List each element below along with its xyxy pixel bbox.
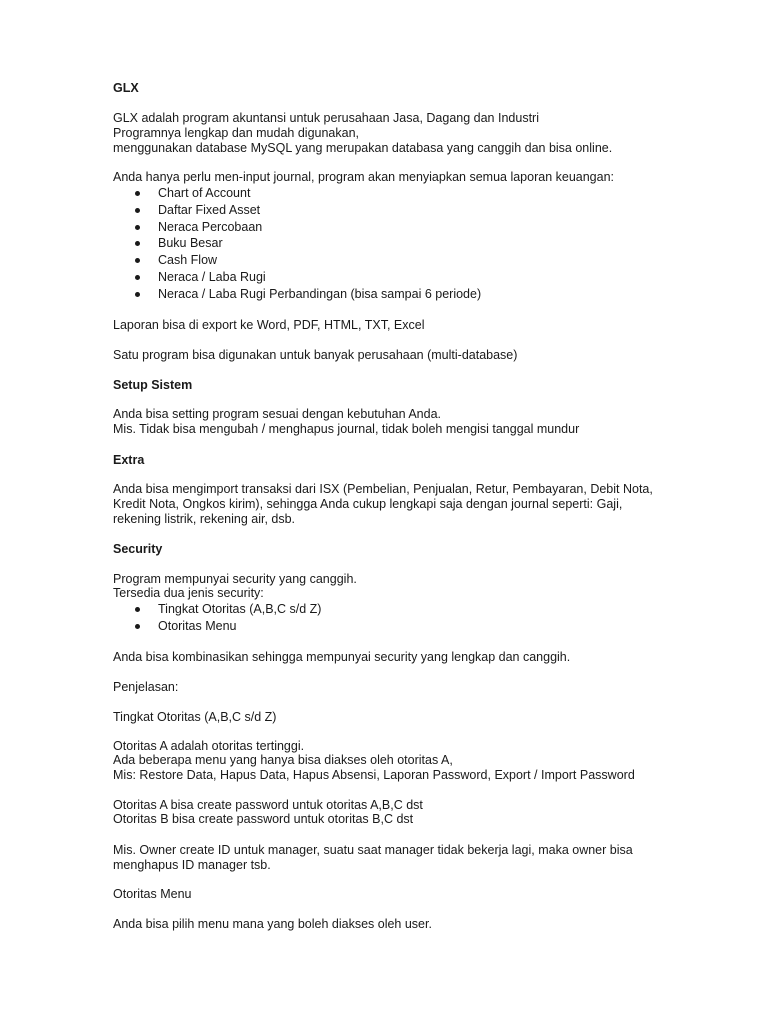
- report-item: Daftar Fixed Asset: [158, 203, 261, 217]
- export-text: Laporan bisa di export ke Word, PDF, HTML, TXT, Excel: [113, 318, 425, 332]
- extra-line-1: Anda bisa mengimport transaksi dari ISX (Pembelian, Penjualan, Retur, Pembayaran, Debit Nota,: [113, 482, 653, 496]
- heading-glx: GLX: [113, 81, 139, 95]
- bullet-icon: [135, 258, 143, 266]
- create-line-1: Otoritas A bisa create password untuk otoritas A,B,C dst: [113, 798, 423, 812]
- reports-intro: Anda hanya perlu men-input journal, program akan menyiapkan semua laporan keuangan:: [113, 170, 615, 184]
- bullet-icon: [135, 275, 143, 283]
- report-item: Neraca / Laba Rugi: [158, 270, 266, 284]
- bullet-icon: [135, 607, 143, 615]
- report-item: Chart of Account: [158, 186, 251, 200]
- bullet-icon: [135, 208, 143, 216]
- intro-line-3: menggunakan database MySQL yang merupakan databasa yang canggih dan bisa online.: [113, 141, 613, 155]
- bullet-icon: [135, 292, 143, 300]
- extra-line-2: Kredit Nota, Ongkos kirim), sehingga Anda cukup lengkapi saja dengan journal seperti: Gaji,: [113, 497, 623, 511]
- intro-line-2: Programnya lengkap dan mudah digunakan,: [113, 126, 360, 140]
- bullet-icon: [135, 191, 143, 199]
- tingkat-title: Tingkat Otoritas (A,B,C s/d Z): [113, 710, 277, 724]
- report-item: Neraca Percobaan: [158, 220, 263, 234]
- create-line-2: Otoritas B bisa create password untuk otoritas B,C dst: [113, 812, 414, 826]
- heading-security: Security: [113, 542, 163, 556]
- bullet-icon: [135, 225, 143, 233]
- otoritas-a-line-2: Ada beberapa menu yang hanya bisa diakses oleh otoritas A,: [113, 753, 453, 767]
- report-item: Cash Flow: [158, 253, 218, 267]
- otoritas-a-line-1: Otoritas A adalah otoritas tertinggi.: [113, 739, 305, 753]
- report-item: Neraca / Laba Rugi Perbandingan (bisa sampai 6 periode): [158, 287, 482, 301]
- security-type-item: Tingkat Otoritas (A,B,C s/d Z): [158, 602, 322, 616]
- heading-extra: Extra: [113, 453, 145, 467]
- multi-db-text: Satu program bisa digunakan untuk banyak perusahaan (multi-database): [113, 348, 518, 362]
- security-type-item: Otoritas Menu: [158, 619, 237, 633]
- penjelasan-label: Penjelasan:: [113, 680, 179, 694]
- report-item: Buku Besar: [158, 236, 223, 250]
- bullet-icon: [135, 624, 143, 632]
- extra-line-3: rekening listrik, rekening air, dsb.: [113, 512, 296, 526]
- otoritas-menu-title: Otoritas Menu: [113, 887, 192, 901]
- bullet-icon: [135, 241, 143, 249]
- setup-line-2: Mis. Tidak bisa mengubah / menghapus journal, tidak boleh mengisi tanggal mundur: [113, 422, 580, 436]
- otoritas-menu-text: Anda bisa pilih menu mana yang boleh diakses oleh user.: [113, 917, 432, 931]
- combine-text: Anda bisa kombinasikan sehingga mempunyai security yang lengkap dan canggih.: [113, 650, 571, 664]
- owner-line-2: menghapus ID manager tsb.: [113, 858, 271, 872]
- setup-line-1: Anda bisa setting program sesuai dengan kebutuhan Anda.: [113, 407, 442, 421]
- security-line-2: Tersedia dua jenis security:: [113, 586, 264, 600]
- security-line-1: Program mempunyai security yang canggih.: [113, 572, 357, 586]
- owner-line-1: Mis. Owner create ID untuk manager, suatu saat manager tidak bekerja lagi, maka owner bisa: [113, 843, 633, 857]
- heading-setup: Setup Sistem: [113, 378, 193, 392]
- otoritas-a-line-3: Mis: Restore Data, Hapus Data, Hapus Absensi, Laporan Password, Export / Import Password: [113, 768, 635, 782]
- intro-line-1: GLX adalah program akuntansi untuk perusahaan Jasa, Dagang dan Industri: [113, 111, 539, 125]
